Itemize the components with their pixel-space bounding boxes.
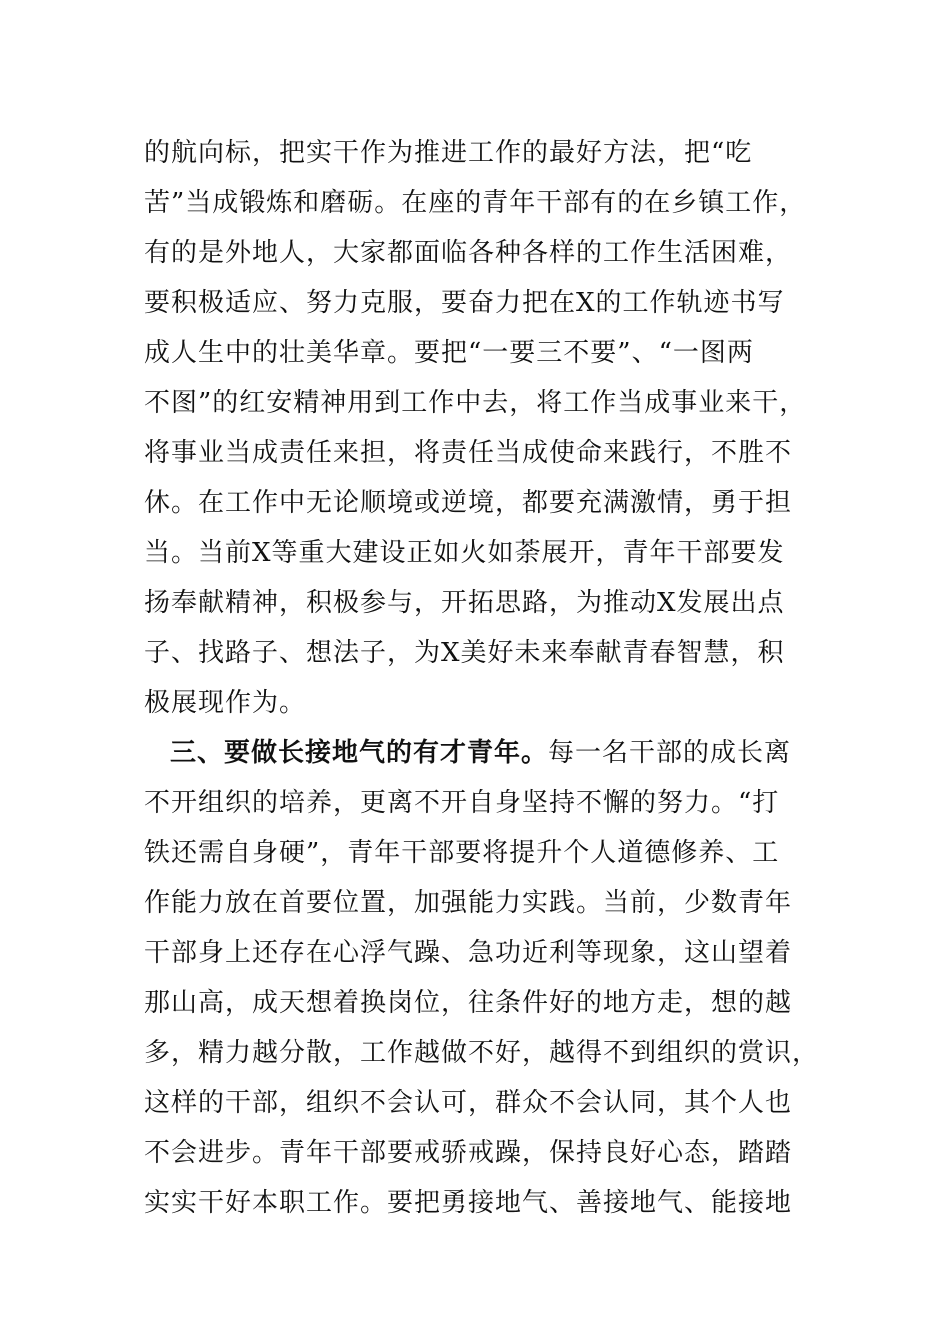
body-text-line: 多，精力越分散，工作越做不好，越得不到组织的赏识， bbox=[144, 1038, 820, 1068]
body-text-line: 铁还需自身硬”，青年干部要将提升个人道德修养、工 bbox=[144, 838, 780, 868]
body-text-line: 作能力放在首要位置，加强能力实践。当前，少数青年 bbox=[144, 888, 793, 918]
body-text-line: 扬奉献精神，积极参与，开拓思路，为推动X发展出点 bbox=[144, 588, 785, 618]
body-text-line: 将事业当成责任来担，将责任当成使命来践行，不胜不 bbox=[144, 438, 793, 468]
body-text-line: 不开组织的培养，更离不开自身坚持不懈的努力。“打 bbox=[144, 788, 780, 818]
body-text-line: 不会进步。青年干部要戒骄戒躁，保持良好心态，踏踏 bbox=[144, 1138, 793, 1168]
body-text-line: 子、找路子、想法子，为X美好未来奉献青春智慧，积 bbox=[144, 638, 785, 668]
body-text-line: 苦”当成锻炼和磨砺。在座的青年干部有的在乡镇工作， bbox=[144, 188, 807, 218]
body-text-line: 不图”的红安精神用到工作中去，将工作当成事业来干， bbox=[144, 388, 807, 418]
section-heading-line bbox=[170, 733, 804, 773]
section-lead-text: 每一名干部的成长离 bbox=[548, 738, 792, 768]
section-heading: 三、要做长接地气的有才青年。 bbox=[170, 738, 549, 768]
body-text-line: 这样的干部，组织不会认可，群众不会认同，其个人也 bbox=[144, 1088, 793, 1118]
body-text-line: 要积极适应、努力克服，要奋力把在X的工作轨迹书写 bbox=[144, 288, 785, 318]
body-text-line: 休。在工作中无论顺境或逆境，都要充满激情，勇于担 bbox=[144, 488, 793, 518]
body-text-line: 极展现作为。 bbox=[144, 688, 307, 718]
body-text-line: 当。当前X等重大建设正如火如荼展开，青年干部要发 bbox=[144, 538, 785, 568]
body-text-line: 有的是外地人，大家都面临各种各样的工作生活困难， bbox=[144, 238, 793, 268]
body-text-line: 干部身上还存在心浮气躁、急功近利等现象，这山望着 bbox=[144, 938, 793, 968]
body-text-line: 那山高，成天想着换岗位，往条件好的地方走，想的越 bbox=[144, 988, 793, 1018]
body-text-line: 成人生中的壮美华章。要把“一要三不要”、“一图两 bbox=[144, 338, 754, 368]
body-text-line: 的航向标，把实干作为推进工作的最好方法，把“吃 bbox=[144, 138, 753, 168]
body-text-line: 实实干好本职工作。要把勇接地气、善接地气、能接地 bbox=[144, 1188, 793, 1218]
